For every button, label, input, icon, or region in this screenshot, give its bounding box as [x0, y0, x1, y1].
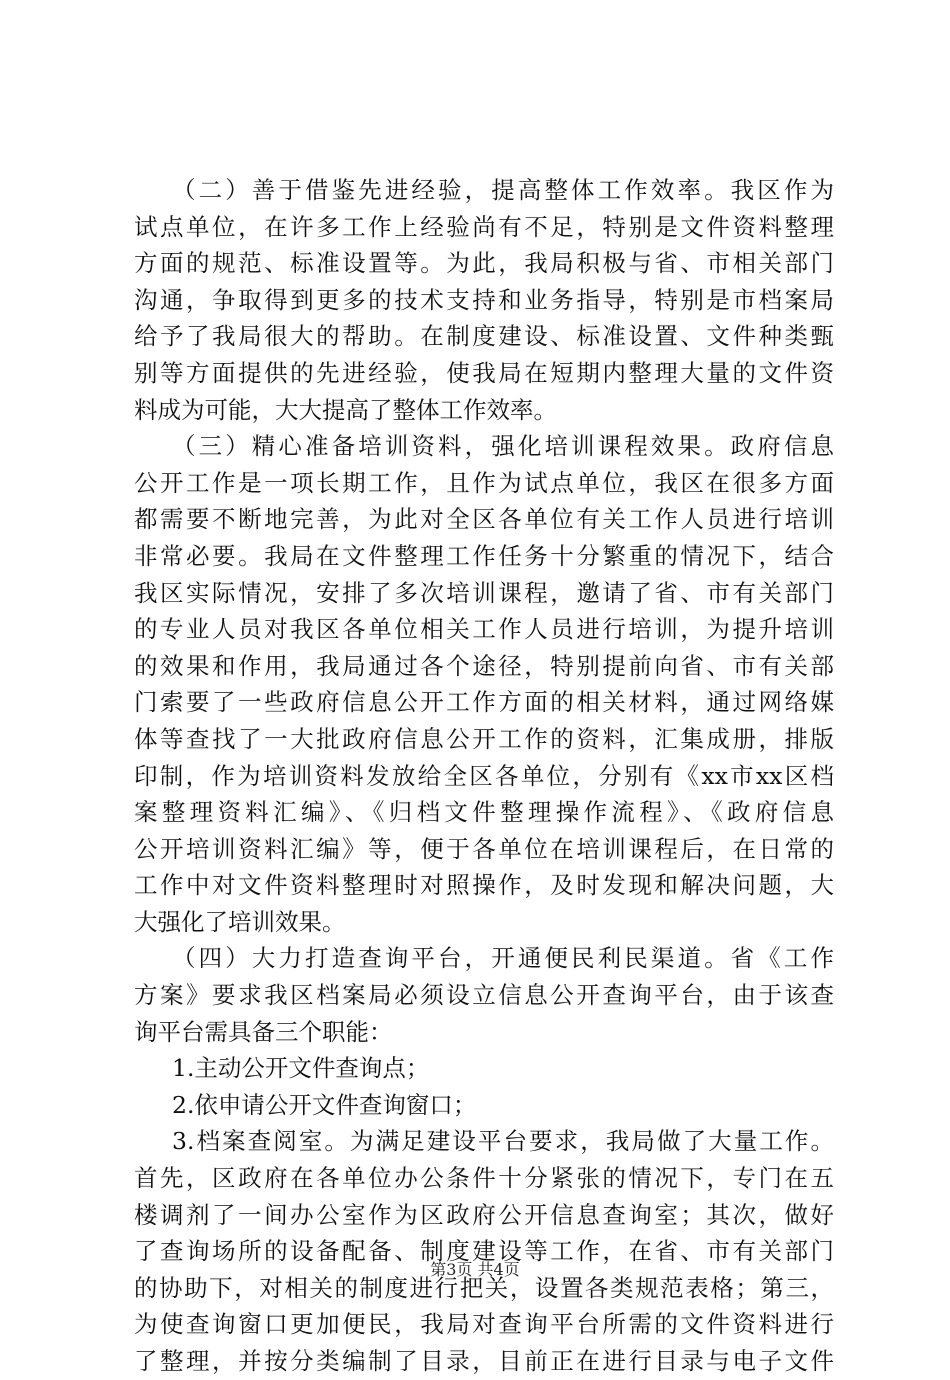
text-line: 的协助下，对相关的制度进行把关，设置各类规范表格；第三，: [134, 1273, 834, 1302]
text-line: 案整理资料汇编》、《归档文件整理操作流程》、《政府信息: [134, 798, 834, 827]
text-line: 大强化了培训效果。: [134, 907, 346, 936]
text-line: （二）善于借鉴先进经验，提高整体工作效率。我区作为: [172, 176, 834, 204]
text-line: 的效果和作用，我局通过各个途径，特别提前向省、市有关部: [134, 651, 834, 680]
text-line: 非常必要。我局在文件整理工作任务十分繁重的情况下，结合: [134, 541, 834, 570]
text-line: 我区实际情况，安排了多次培训课程，邀请了省、市有关部门: [134, 578, 834, 607]
text-line: 的专业人员对我区各单位相关工作人员进行培训，为提升培训: [134, 615, 834, 644]
text-line: 2.依申请公开文件查询窗口；: [172, 1090, 477, 1119]
text-line: （三）精心准备培训资料，强化培训课程效果。政府信息: [172, 432, 834, 461]
text-line: 印制，作为培训资料发放给全区各单位，分别有《xx市xx区档: [134, 761, 834, 790]
text-line: 询平台需具备三个职能：: [134, 1017, 393, 1046]
page-footer: 第3页 共4页: [430, 1260, 520, 1279]
text-line: 方面的规范、标准设置等。为此，我局积极与省、市相关部门: [134, 249, 834, 278]
text-line: 工作中对文件资料整理时对照操作，及时发现和解决问题，大: [134, 871, 834, 900]
document-body: [134, 172, 834, 1380]
text-line: 门索要了一些政府信息公开工作方面的相关材料，通过网络媒: [134, 688, 834, 717]
text-line: （四）大力打造查询平台，开通便民利民渠道。省《工作: [172, 944, 834, 973]
text-line: 料成为可能，大大提高了整体工作效率。: [134, 395, 557, 424]
text-line: 体等查找了一大批政府信息公开工作的资料，汇集成册，排版: [134, 724, 834, 753]
text-line: 给予了我局很大的帮助。在制度建设、标准设置、文件种类甄: [134, 322, 834, 351]
text-line: 公开工作是一项长期工作，且作为试点单位，我区在很多方面: [134, 468, 834, 497]
text-line: 楼调剂了一间办公室作为区政府公开信息查询室；其次，做好: [134, 1200, 834, 1229]
text-line: 3.档案查阅室。为满足建设平台要求，我局做了大量工作。: [172, 1127, 834, 1156]
text-line: 沟通，争取得到更多的技术支持和业务指导，特别是市档案局: [134, 285, 834, 314]
text-line: 1.主动公开文件查询点；: [172, 1054, 430, 1083]
text-line: 试点单位，在许多工作上经验尚有不足，特别是文件资料整理: [134, 212, 834, 241]
text-line: 都需要不断地完善，为此对全区各单位有关工作人员进行培训: [134, 505, 834, 534]
text-line: 了整理，并按分类编制了目录，目前正在进行目录与电子文件: [134, 1347, 834, 1375]
text-line: 为使查询窗口更加便民，我局对查询平台所需的文件资料进行: [134, 1310, 834, 1339]
text-line: 方案》要求我区档案局必须设立信息公开查询平台，由于该查: [134, 981, 834, 1010]
text-line: 了查询场所的设备配备、制度建设等工作，在省、市有关部门: [134, 1237, 834, 1266]
text-line: 首先，区政府在各单位办公条件十分紧张的情况下，专门在五: [134, 1164, 834, 1193]
text-line: 别等方面提供的先进经验，使我局在短期内整理大量的文件资: [134, 358, 834, 387]
text-line: 公开培训资料汇编》等，便于各单位在培训课程后，在日常的: [134, 834, 834, 863]
